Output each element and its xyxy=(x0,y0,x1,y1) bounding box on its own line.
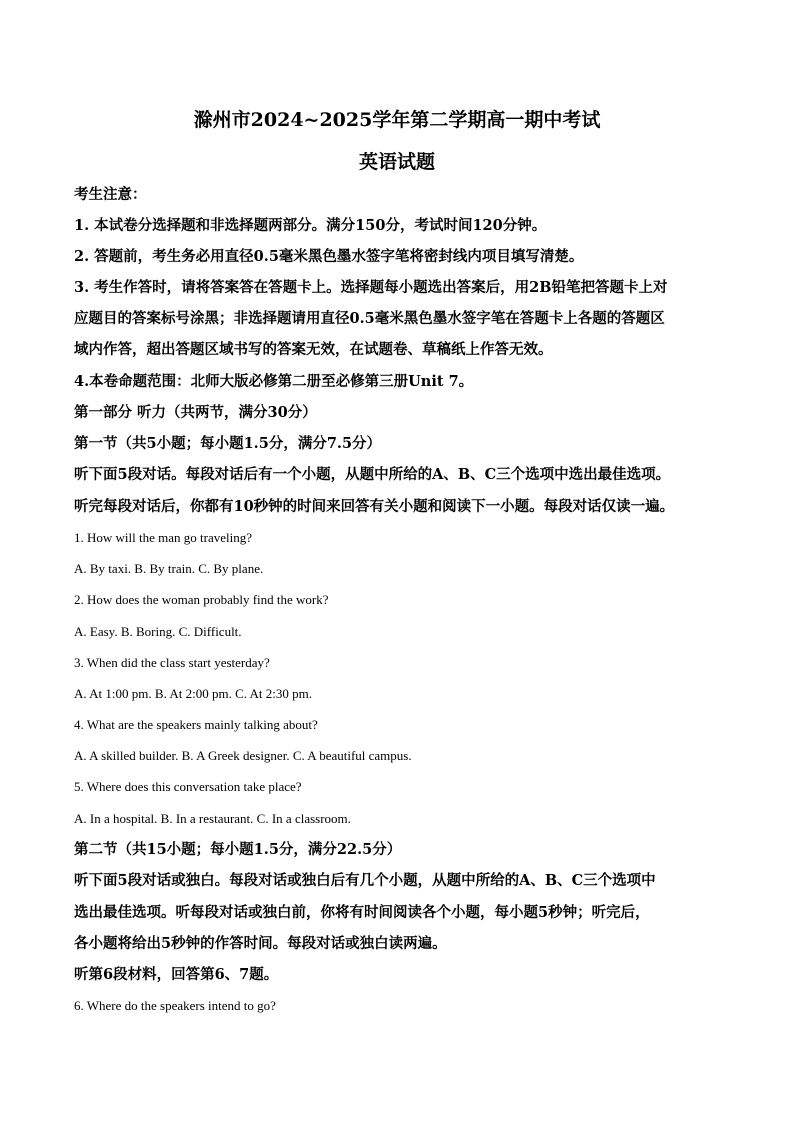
section-1-heading: 第一节（共5小题；每小题1.5分，满分7.5分） xyxy=(74,435,382,452)
notice-heading: 考生注意： xyxy=(74,186,147,203)
question-3: 3. When did the class start yesterday? xyxy=(74,655,270,670)
question-2-options: A. Easy. B. Boring. C. Difficult. xyxy=(74,624,242,639)
section-1-instruction-line-2: 听完每段对话后，你都有10秒钟的时间来回答有关小题和阅读下一小题。每段对话仅读一遍。 xyxy=(74,498,675,515)
exam-subtitle: 英语试题 xyxy=(358,151,435,173)
part-1-heading: 第一部分 听力（共两节，满分30分） xyxy=(74,404,317,421)
question-2: 2. How does the woman probably find the work? xyxy=(74,592,329,607)
section-2-instruction-line-3: 各小题将给出5秒钟的作答时间。每段对话或独白读两遍。 xyxy=(74,935,447,952)
question-1-options: A. By taxi. B. By train. C. By plane. xyxy=(74,561,264,576)
question-4-options: A. A skilled builder. B. A Greek designer. C. A beautiful campus. xyxy=(74,748,412,763)
question-4: 4. What are the speakers mainly talking about? xyxy=(74,717,318,732)
question-6: 6. Where do the speakers intend to go? xyxy=(74,998,276,1013)
question-3-options: A. At 1:00 pm. B. At 2:00 pm. C. At 2:30 pm. xyxy=(74,686,312,701)
section-2-instruction-line-1: 听下面5段对话或独白。每段对话或独白后有几个小题，从题中所给的A、B、C三个选项中 xyxy=(74,872,656,889)
material-6-heading: 听第6段材料，回答第6、7题。 xyxy=(74,966,279,983)
section-1-instruction-line-1: 听下面5段对话。每段对话后有一个小题，从题中所给的A、B、C三个选项中选出最佳选项。 xyxy=(74,466,671,483)
notice-item-1: 1. 本试卷分选择题和非选择题两部分。满分150分，考试时间120分钟。 xyxy=(74,217,547,234)
notice-item-3-line-1: 3. 考生作答时，请将答案答在答题卡上。选择题每小题选出答案后，用2B铅笔把答题卡上对 xyxy=(74,279,668,296)
section-2-instruction-line-2: 选出最佳选项。听每段对话或独白前，你将有时间阅读各个小题，每小题5秒钟；听完后， xyxy=(74,904,650,921)
question-1: 1. How will the man go traveling? xyxy=(74,530,252,545)
notice-item-4: 4.本卷命题范围：北师大版必修第二册至必修第三册Unit 7。 xyxy=(74,373,474,390)
notice-item-3-line-2: 应题目的答案标号涂黑；非选择题请用直径0.5毫米黑色墨水签字笔在答题卡上各题的答题区 xyxy=(74,310,665,327)
question-5-options: A. In a hospital. B. In a restaurant. C. In a classroom. xyxy=(74,811,351,826)
exam-title: 滁州市2024~2025学年第二学期高一期中考试 xyxy=(193,109,601,131)
question-5: 5. Where does this conversation take place? xyxy=(74,779,302,794)
section-2-heading: 第二节（共15小题；每小题1.5分，满分22.5分） xyxy=(74,841,402,858)
notice-item-2: 2. 答题前，考生务必用直径0.5毫米黑色墨水签字笔将密封线内项目填写清楚。 xyxy=(74,248,584,265)
notice-item-3-line-3: 域内作答，超出答题区域书写的答案无效，在试题卷、草稿纸上作答无效。 xyxy=(74,341,553,358)
